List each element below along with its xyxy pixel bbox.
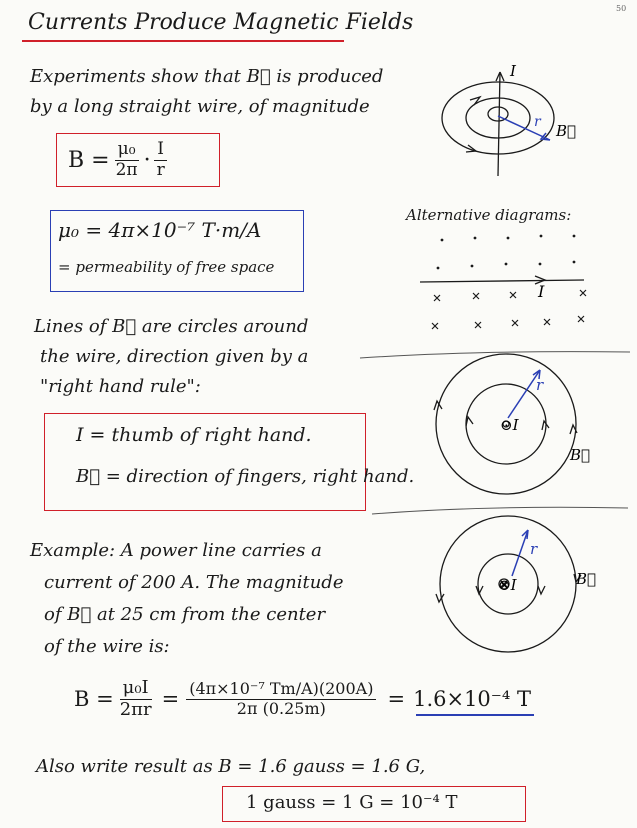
top-label-current: I <box>510 62 516 80</box>
alt-diagrams-title: Alternative diagrams: <box>406 206 572 224</box>
rhr-line-2: B⃗ = direction of fingers, right hand. <box>76 466 415 487</box>
circle-x-arrow-left-inner-icon <box>476 586 483 594</box>
gauss-box-text: 1 gauss = 1 G = 10⁻⁴ T <box>246 792 458 813</box>
formula-b-dot: · <box>143 147 151 173</box>
formula-b-frac-1-den: 2π <box>115 159 138 180</box>
mu-line-1: μ₀ = 4π×10⁻⁷ T·m/A <box>58 218 262 242</box>
lines-line-2: the wire, direction given by a <box>40 346 309 367</box>
example-line-1: Example: A power line carries a <box>30 540 322 561</box>
calc-result: 1.6×10⁻⁴ T <box>413 687 531 711</box>
circle-x-arrow-right-inner-icon <box>538 586 545 594</box>
circle-dot-label-field: B⃗ <box>570 446 591 464</box>
top-label-radius: r <box>534 114 541 130</box>
mu-line-2: = permeability of free space <box>58 258 275 276</box>
calc-eq-2: = <box>387 687 406 711</box>
formula-b-frac-2-num: I <box>154 140 167 161</box>
example-line-3: of B⃗ at 25 cm from the center <box>44 604 326 625</box>
lines-line-1: Lines of B⃗ are circles around <box>34 316 309 337</box>
page-title: Currents Produce Magnetic Fields <box>28 10 414 35</box>
circle-dot-label-wire: ⊙I <box>500 416 519 434</box>
circle-x-radius <box>512 530 528 576</box>
intro-line-2: by a long straight wire, of magnitude <box>30 96 370 117</box>
intro-line-1: Experiments show that B⃗ is produced <box>30 66 384 87</box>
formula-b-lhs: B = <box>68 147 110 173</box>
formula-b-frac-1-num: μ₀ <box>115 140 139 161</box>
lines-line-3: "right hand rule": <box>40 376 201 397</box>
top-label-field: B⃗ <box>556 122 577 140</box>
calc-frac-1-den: 2πr <box>119 698 152 720</box>
calc-frac-2-num: (4π×10⁻⁷ Tm/A)(200A) <box>186 680 376 699</box>
calc-eq-1: = <box>161 687 180 711</box>
example-line-4: of the wire is: <box>44 636 170 657</box>
example-line-2: current of 200 A. The magnitude <box>44 572 344 593</box>
formula-b-frac-2-den: r <box>156 159 165 180</box>
calc-frac-2-den: 2π (0.25m) <box>236 698 326 718</box>
circle-dot-label-r: r <box>536 376 544 394</box>
calc-frac-1-num: μ₀I <box>120 678 152 700</box>
circle-x-label-field: B⃗ <box>576 570 597 588</box>
alt-label-current: I <box>538 282 545 301</box>
circle-x-label-r: r <box>530 540 538 558</box>
page-number: 50 <box>616 4 627 13</box>
gauss-line-1: Also write result as B = 1.6 gauss = 1.6 G, <box>36 756 426 777</box>
circle-x-label-wire: ⊗I <box>498 576 517 594</box>
calc-lhs: B = <box>74 687 114 711</box>
rhr-line-1: I = thumb of right hand. <box>76 424 312 446</box>
circle-x-arrow-left-icon <box>436 594 444 602</box>
